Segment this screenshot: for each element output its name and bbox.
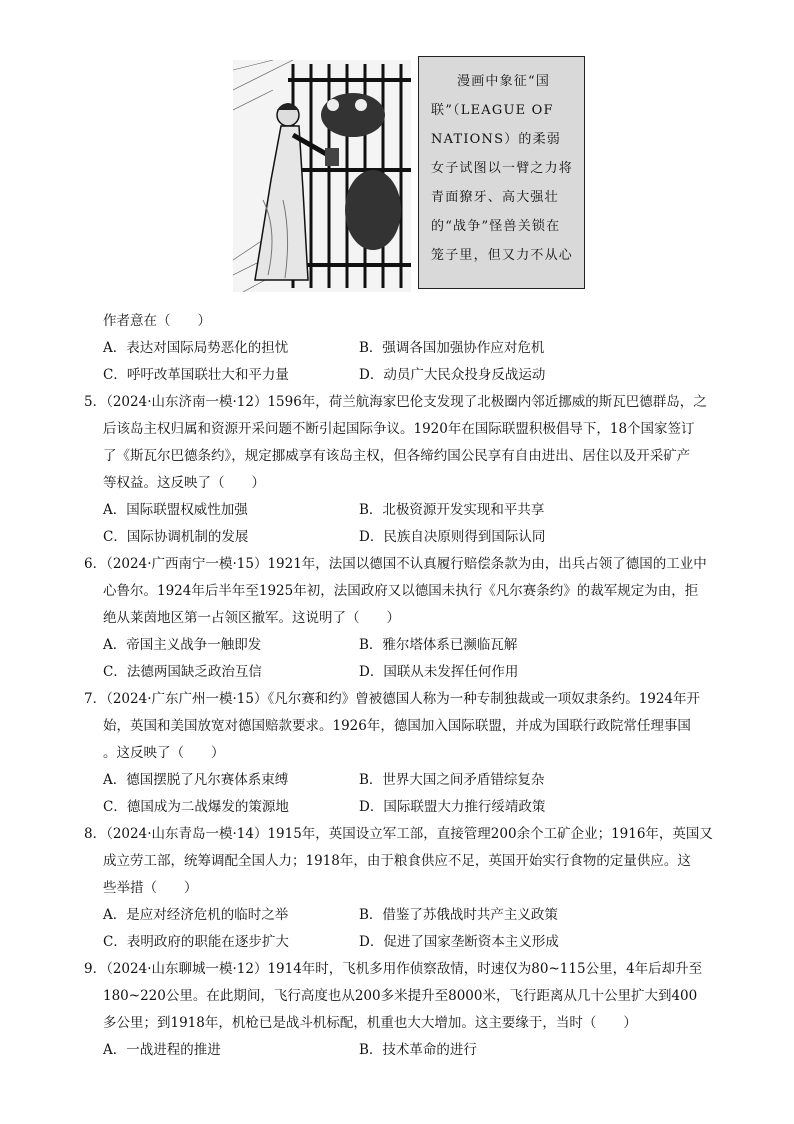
q8-line-1: 8．（2024·山东青岛一模·14）1915年，英国设立军工部，直接管理200余个工矿企业；1916年，英国又 xyxy=(84,826,713,842)
q7-line-2: 始，英国和美国放宽对德国赔款要求。1926年，德国加入国际联盟，并成为国联行政院常任理事国 xyxy=(103,718,691,734)
q8-option-d[interactable]: D．促进了国家垄断资本主义形成 xyxy=(359,934,559,950)
q8-option-c[interactable]: C．表明政府的职能在逐步扩大 xyxy=(103,934,289,950)
q4-option-c[interactable]: C．呼吁改革国联壮大和平力量 xyxy=(103,367,289,383)
q4-option-b[interactable]: B．强调各国加强协作应对危机 xyxy=(359,340,545,356)
cartoon-caption-box xyxy=(418,56,585,289)
q9-line-2: 180~220公里。在此期间，飞行高度也从200多米提升至8000米，飞行距离从几十公里扩大到400 xyxy=(103,988,698,1004)
cartoon-image xyxy=(233,60,411,292)
q6-option-c[interactable]: C．法德两国缺乏政治互信 xyxy=(103,664,262,680)
q4-option-a[interactable]: A．表达对国际局势恶化的担忧 xyxy=(103,340,289,356)
q8-option-a[interactable]: A．是应对经济危机的临时之举 xyxy=(103,907,289,923)
q6-option-b[interactable]: B．雅尔塔体系已濒临瓦解 xyxy=(359,637,518,653)
q5-line-2: 后该岛主权归属和资源开采问题不断引起国际争议。1920年在国际联盟积极倡导下，18个国家签订 xyxy=(103,421,695,437)
q5-option-d[interactable]: D．民族自决原则得到国际认同 xyxy=(359,529,546,545)
q9-line-1: 9．（2024·山东聊城一模·12）1914年时，飞机多用作侦察敌情，时速仅为80~115公里，4年后却升至 xyxy=(84,961,703,977)
q7-line-3: 。这反映了（ ） xyxy=(103,745,225,761)
q9-line-3: 多公里；到1918年，机枪已是战斗机标配，机重也大大增加。这主要缘于，当时（ ） xyxy=(103,1015,637,1031)
q6-line-1: 6．（2024·广西南宁一模·15）1921年，法国以德国不认真履行赔偿条款为由，出兵占领了德国的工业中 xyxy=(84,556,707,572)
q5-line-4: 等权益。这反映了（ ） xyxy=(103,475,265,491)
q5-option-c[interactable]: C．国际协调机制的发展 xyxy=(103,529,249,545)
q5-line-1: 5．（2024·山东济南一模·12）1596年，荷兰航海家巴伦支发现了北极圈内邻近挪威的斯瓦巴德群岛，之 xyxy=(84,394,707,410)
q8-option-b[interactable]: B．借鉴了苏俄战时共产主义政策 xyxy=(359,907,558,923)
q6-option-a[interactable]: A．帝国主义战争一触即发 xyxy=(103,637,262,653)
q7-option-c[interactable]: C．德国成为二战爆发的策源地 xyxy=(103,799,289,815)
cartoon-caption: 漫画中象征“国联”（LEAGUE OF NATIONS）的柔弱女子试图以一臂之力将青面獠牙、高大强壮的“战争”怪兽关锁在笼子里，但又力不从心 xyxy=(431,74,574,263)
q8-line-3: 些举措（ ） xyxy=(103,880,198,896)
q5-option-b[interactable]: B．北极资源开发实现和平共享 xyxy=(359,502,545,518)
q7-option-b[interactable]: B．世界大国之间矛盾错综复杂 xyxy=(359,772,545,788)
q4-stem: 作者意在（ ） xyxy=(103,313,211,329)
q4-option-d[interactable]: D．动员广大民众投身反战运动 xyxy=(359,367,546,383)
q7-line-1: 7．（2024·广东广州一模·15）《凡尔赛和约》曾被德国人称为一种专制独裁或一项奴隶条约。1924年开 xyxy=(84,691,701,707)
cartoon-drawing xyxy=(233,60,411,292)
q6-line-2: 心鲁尔。1924年后半年至1925年初，法国政府又以德国未执行《凡尔赛条约》的裁军规定为由，拒 xyxy=(103,583,699,599)
q6-option-d[interactable]: D．国联从未发挥任何作用 xyxy=(359,664,519,680)
q5-line-3: 了《斯瓦尔巴德条约》，规定挪威享有该岛主权，但各缔约国公民享有自由进出、居住以及开采矿产 xyxy=(103,448,691,464)
q8-line-2: 成立劳工部，统筹调配全国人力；1918年，由于粮食供应不足，英国开始实行食物的定量供应。这 xyxy=(103,853,691,869)
q5-option-a[interactable]: A．国际联盟权威性加强 xyxy=(103,502,248,518)
q7-option-a[interactable]: A．德国摆脱了凡尔赛体系束缚 xyxy=(103,772,289,788)
q6-line-3: 绝从莱茵地区第一占领区撤军。这说明了（ ） xyxy=(103,610,400,626)
q7-option-d[interactable]: D．国际联盟大力推行绥靖政策 xyxy=(359,799,546,815)
q9-option-a[interactable]: A．一战进程的推进 xyxy=(103,1042,221,1058)
q9-option-b[interactable]: B．技术革命的进行 xyxy=(359,1042,477,1058)
